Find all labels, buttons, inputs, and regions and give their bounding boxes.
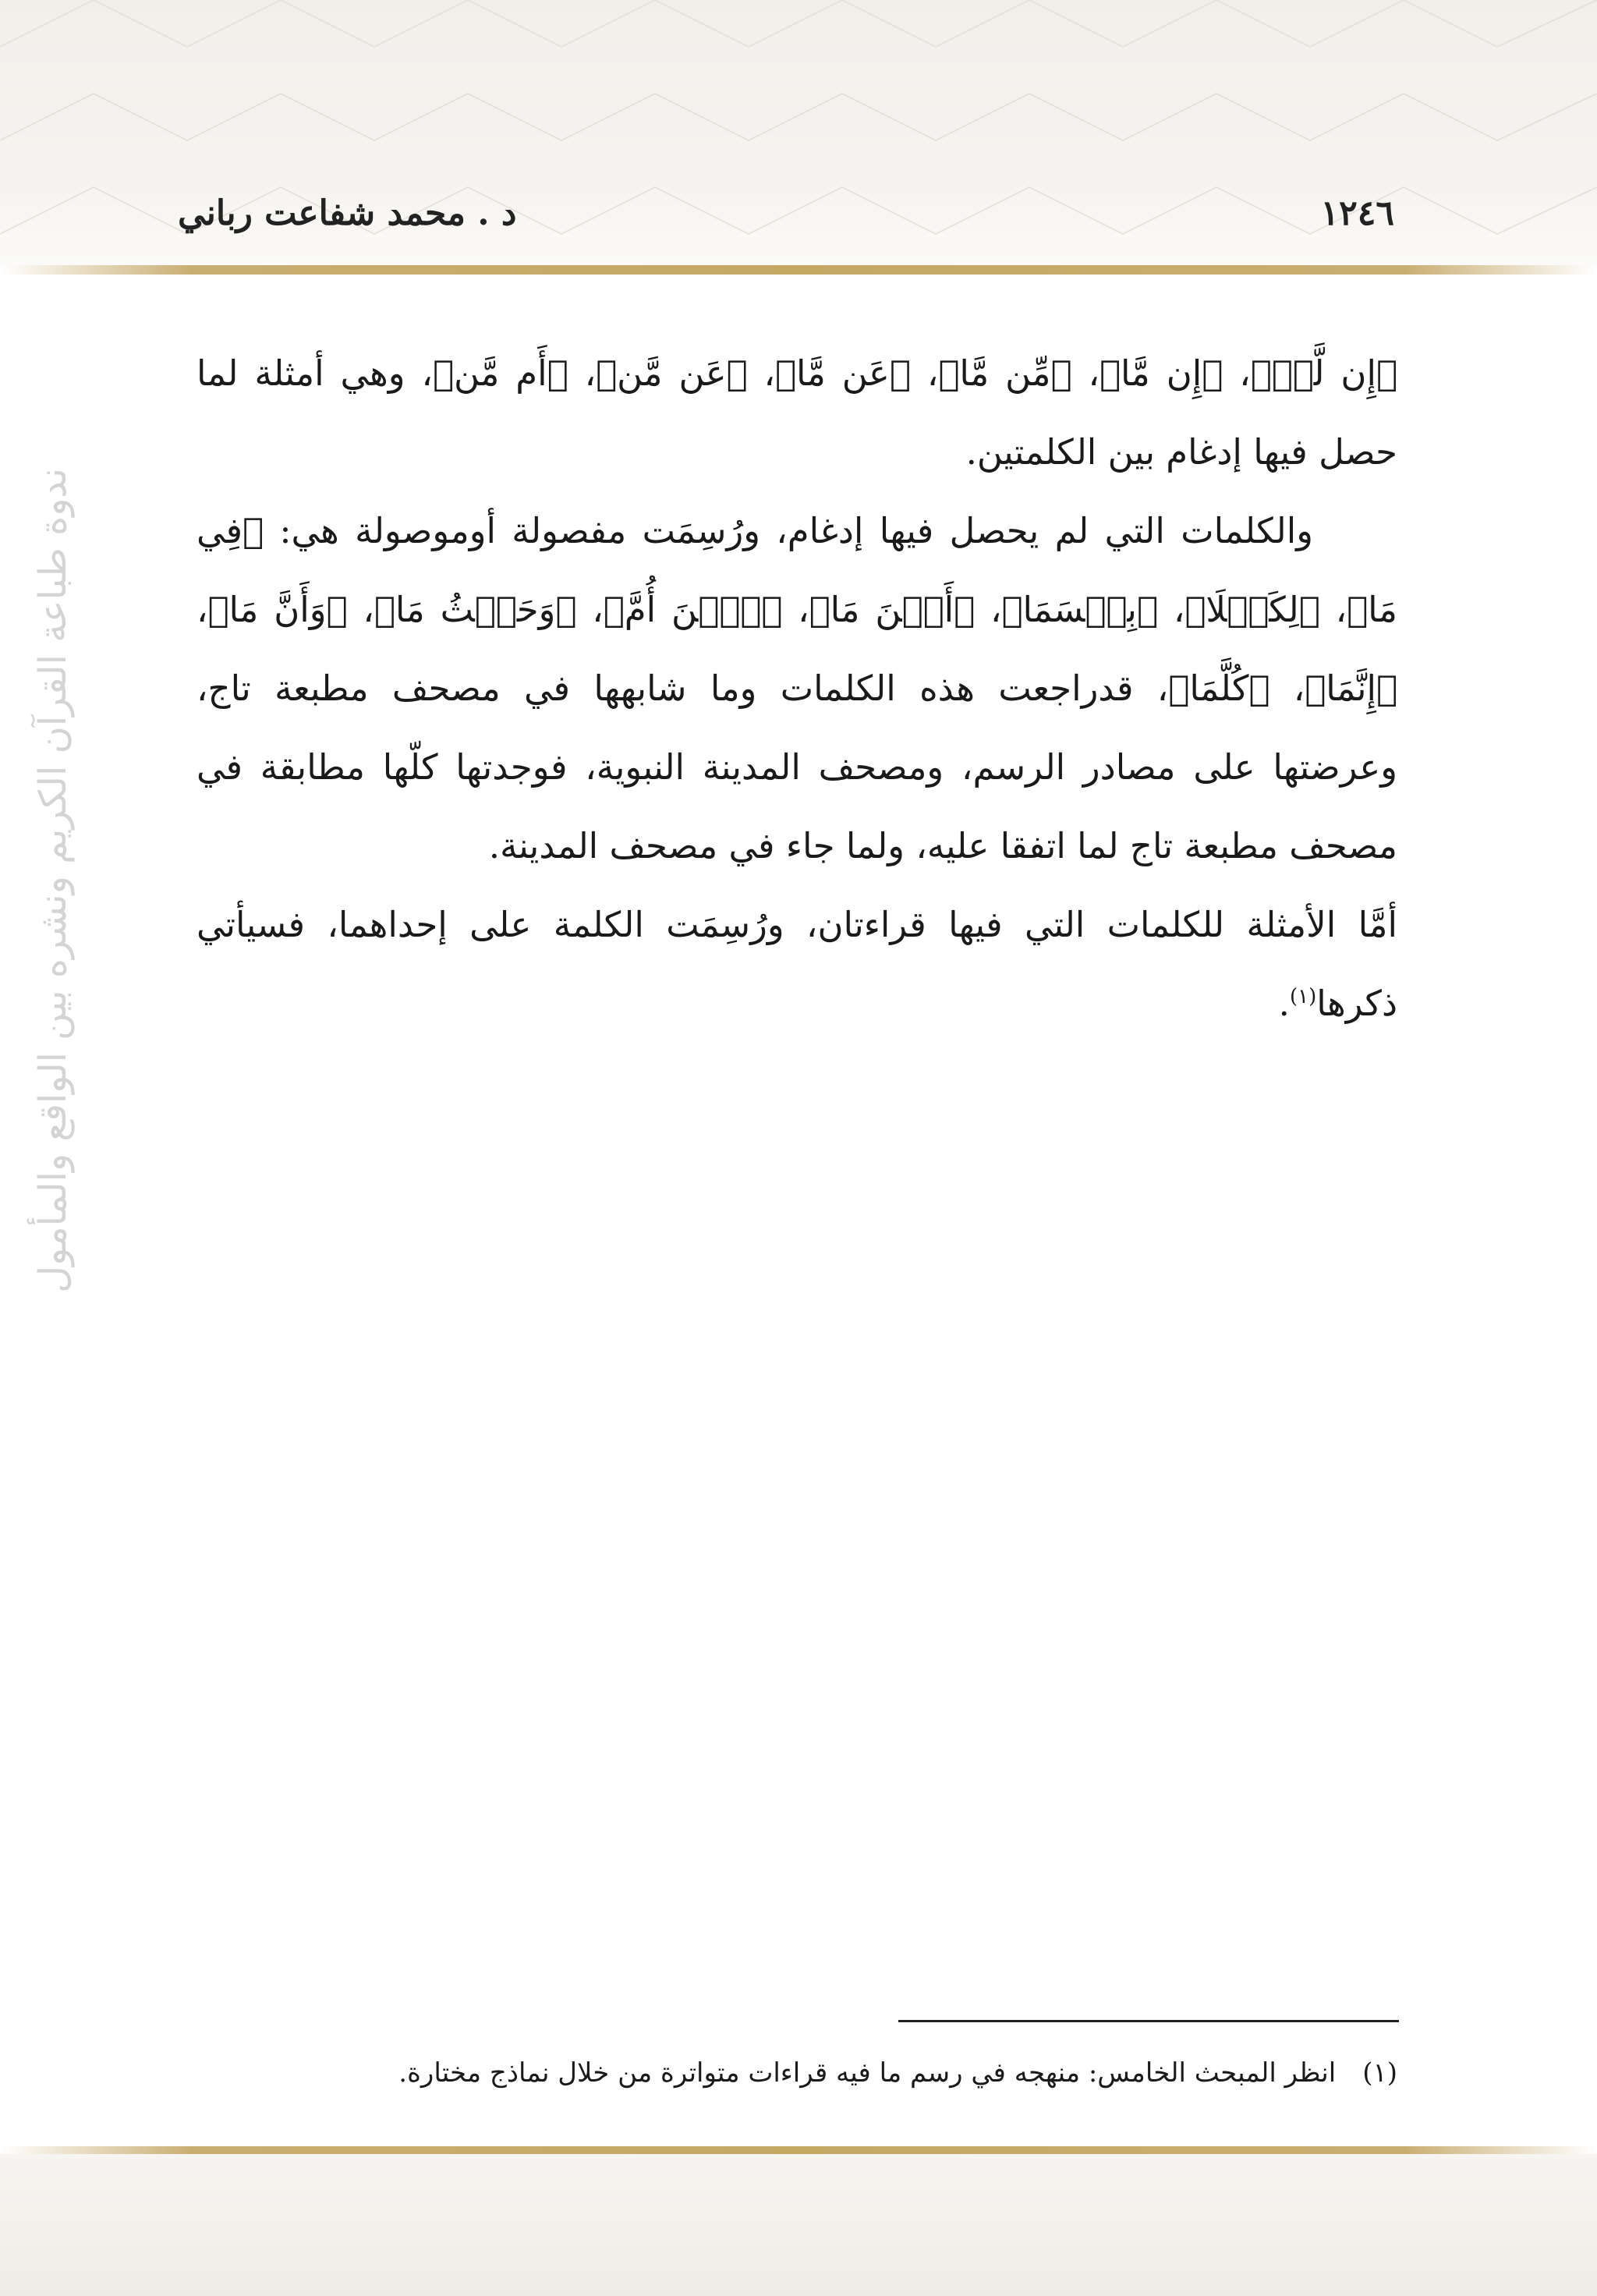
text-line: مطابقة في مصحف مطبعة تاج لما اتفقا عليه، ولما جاء في مصحف المدينة. [197,746,1397,866]
text-line: حصل فيها إدغام بين الكلمتين. [965,431,1397,473]
text-line: تاج، وعرضتها على مصادر الرسم، ومصحف المدينة النبوية، فوجدتها كلّها [197,668,1398,788]
footnote [197,2057,1397,2089]
side-watermark: ندوة طباعة القرآن الكريم ونشره بين الواقع والمأمول [31,468,75,1293]
footnote-reference[interactable]: (١) [1289,985,1317,1008]
body-text [197,334,1397,1043]
end-mark: . [1278,983,1290,1024]
footnote-number: (١) [1362,2057,1397,2089]
header-rule [0,265,1597,275]
text-line: فسيأتي ذكرها [197,904,1397,1024]
text-line: ﴿فِي مَا﴾، ﴿لِكَيۡلَا﴾، ﴿بِئۡسَمَا﴾، ﴿أَيۡنَ مَا﴾، ﴿ٱبۡنَ أُمَّ﴾، ﴿وَحَيۡثُ مَا﴾، ﴿وَأَنَّ مَا﴾، [197,510,1397,630]
paragraph-2 [197,491,1397,885]
text-line: أمَّا الأمثلة للكلمات التي فيها قراءتان، ورُسِمَت الكلمة على إحداهما، [327,904,1397,945]
paragraph-1 [197,334,1397,491]
footnote-divider [898,2020,1399,2022]
text-line: ﴿إِنَّمَا﴾، ﴿كُلَّمَا﴾، قدراجعت هذه الكلمات وما شابهها في مصحف مطبعة [274,668,1397,709]
author-name: د . محمد شفاعت رباني [178,193,517,233]
page-number: ١٢٤٦ [1320,193,1394,233]
footer-band [0,2154,1597,2296]
header-band [0,0,1597,265]
text-line: ﴿إِن لَّمۡ﴾، ﴿إِن مَّا﴾، ﴿مِّن مَّا﴾، ﴿عَن مَّا﴾، ﴿عَن مَّن﴾، ﴿أَم مَّن﴾، وهي أمثلة لما [197,353,1397,394]
text-line: والكلمات التي لم يحصل فيها إدغام، ورُسِمَت مفصولة أوموصولة هي: [279,510,1313,551]
footnote-text: انظر المبحث الخامس: منهجه في رسم ما فيه قراءات متواترة من خلال نماذج مختارة. [398,2057,1337,2089]
paragraph-3 [197,885,1397,1043]
